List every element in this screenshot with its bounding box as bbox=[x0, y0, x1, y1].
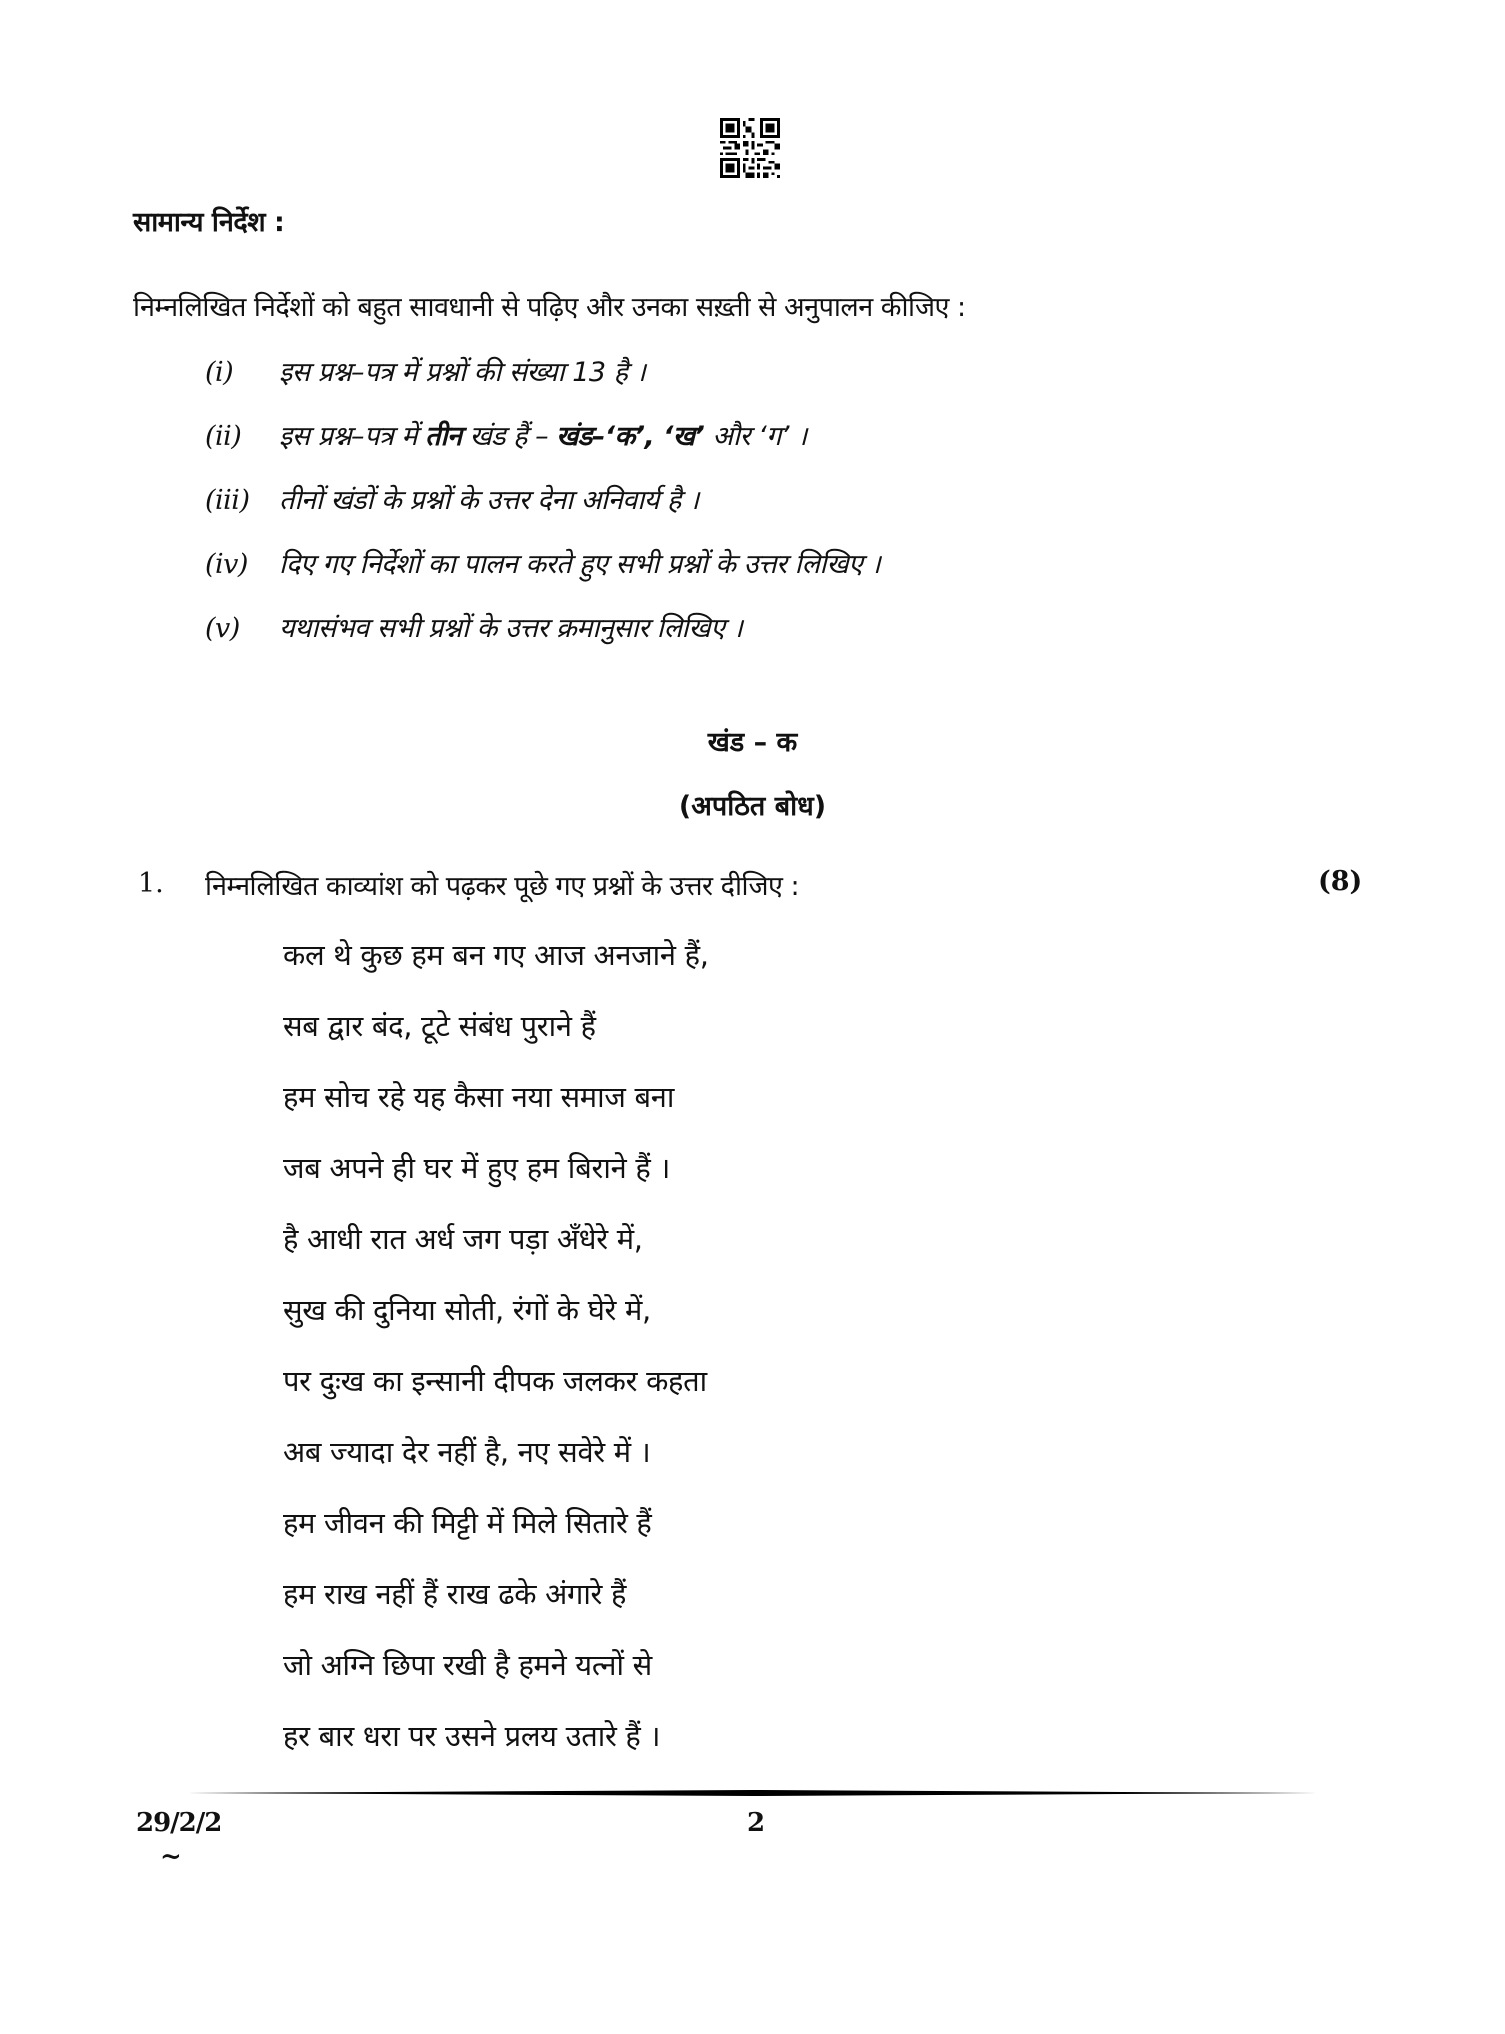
instruction-item bbox=[205, 352, 645, 389]
instruction-item bbox=[205, 480, 699, 517]
instructions-intro: निम्नलिखित निर्देशों को बहुत सावधानी से पढ़िए और उनका सख़्ती से अनुपालन कीजिए : bbox=[133, 292, 966, 323]
instruction-number: (ii) bbox=[205, 421, 242, 452]
instruction-text: इस प्रश्न–पत्र में प्रश्नों की संख्या 13 है । bbox=[279, 357, 646, 388]
section-title: खंड – क bbox=[707, 727, 798, 758]
page-number: 2 bbox=[747, 1808, 766, 1838]
poem-line: है आधी रात अर्ध जग पड़ा अँधेरे में, bbox=[283, 1222, 643, 1256]
poem-line: अब ज्यादा देर नहीं है, नए सवेरे में । bbox=[283, 1435, 651, 1469]
poem-line: हम सोच रहे यह कैसा नया समाज बना bbox=[283, 1080, 675, 1114]
instruction-number: (v) bbox=[205, 613, 240, 644]
poem-line: हर बार धरा पर उसने प्रलय उतारे हैं । bbox=[283, 1719, 661, 1753]
footer-mark: ~ bbox=[160, 1842, 182, 1872]
poem-line: हम जीवन की मिट्टी में मिले सितारे हैं bbox=[283, 1506, 652, 1540]
poem-line: जब अपने ही घर में हुए हम बिराने हैं । bbox=[283, 1151, 671, 1185]
instruction-item bbox=[205, 416, 807, 453]
qr-code-icon bbox=[720, 118, 780, 178]
paper-code: 29/2/2 bbox=[136, 1808, 222, 1838]
instruction-text-part: और ‘ग’ । bbox=[704, 421, 807, 452]
footer-divider bbox=[187, 1790, 1317, 1796]
poem-line: जो अग्नि छिपा रखी है हमने यत्नों से bbox=[283, 1648, 652, 1682]
question-number: 1. bbox=[138, 868, 164, 899]
instruction-text: यथासंभव सभी प्रश्नों के उत्तर क्रमानुसार लिखिए । bbox=[279, 613, 743, 644]
instruction-text: दिए गए निर्देशों का पालन करते हुए सभी प्रश्नों के उत्तर लिखिए । bbox=[279, 549, 881, 580]
question-marks: (8) bbox=[1318, 866, 1363, 897]
poem-line: सुख की दुनिया सोती, रंगों के घेरे में, bbox=[283, 1293, 651, 1327]
poem-line: कल थे कुछ हम बन गए आज अनजाने हैं, bbox=[283, 938, 709, 972]
instruction-text-part: खंड हैं – bbox=[461, 421, 557, 452]
instruction-number: (iii) bbox=[205, 485, 250, 516]
instruction-item bbox=[205, 608, 742, 645]
poem-line: पर दुःख का इन्सानी दीपक जलकर कहता bbox=[283, 1364, 707, 1398]
poem-line: सब द्वार बंद, टूटे संबंध पुराने हैं bbox=[283, 1009, 596, 1043]
instruction-text-bold: खंड–‘क’, ‘ख’ bbox=[556, 421, 705, 452]
instruction-text: तीनों खंडों के प्रश्नों के उत्तर देना अनिवार्य है । bbox=[279, 485, 699, 516]
instruction-text-bold: तीन bbox=[425, 421, 462, 452]
poem-line: हम राख नहीं हैं राख ढके अंगारे हैं bbox=[283, 1577, 627, 1611]
general-instructions-heading: सामान्य निर्देश : bbox=[133, 207, 285, 238]
section-subtitle: (अपठित बोध) bbox=[678, 791, 827, 822]
question-text: निम्नलिखित काव्यांश को पढ़कर पूछे गए प्रश्नों के उत्तर दीजिए : bbox=[205, 871, 800, 902]
instruction-number: (iv) bbox=[205, 549, 248, 580]
instruction-number: (i) bbox=[205, 357, 234, 388]
instruction-text-part: इस प्रश्न–पत्र में bbox=[279, 421, 426, 452]
instruction-item bbox=[205, 544, 880, 581]
